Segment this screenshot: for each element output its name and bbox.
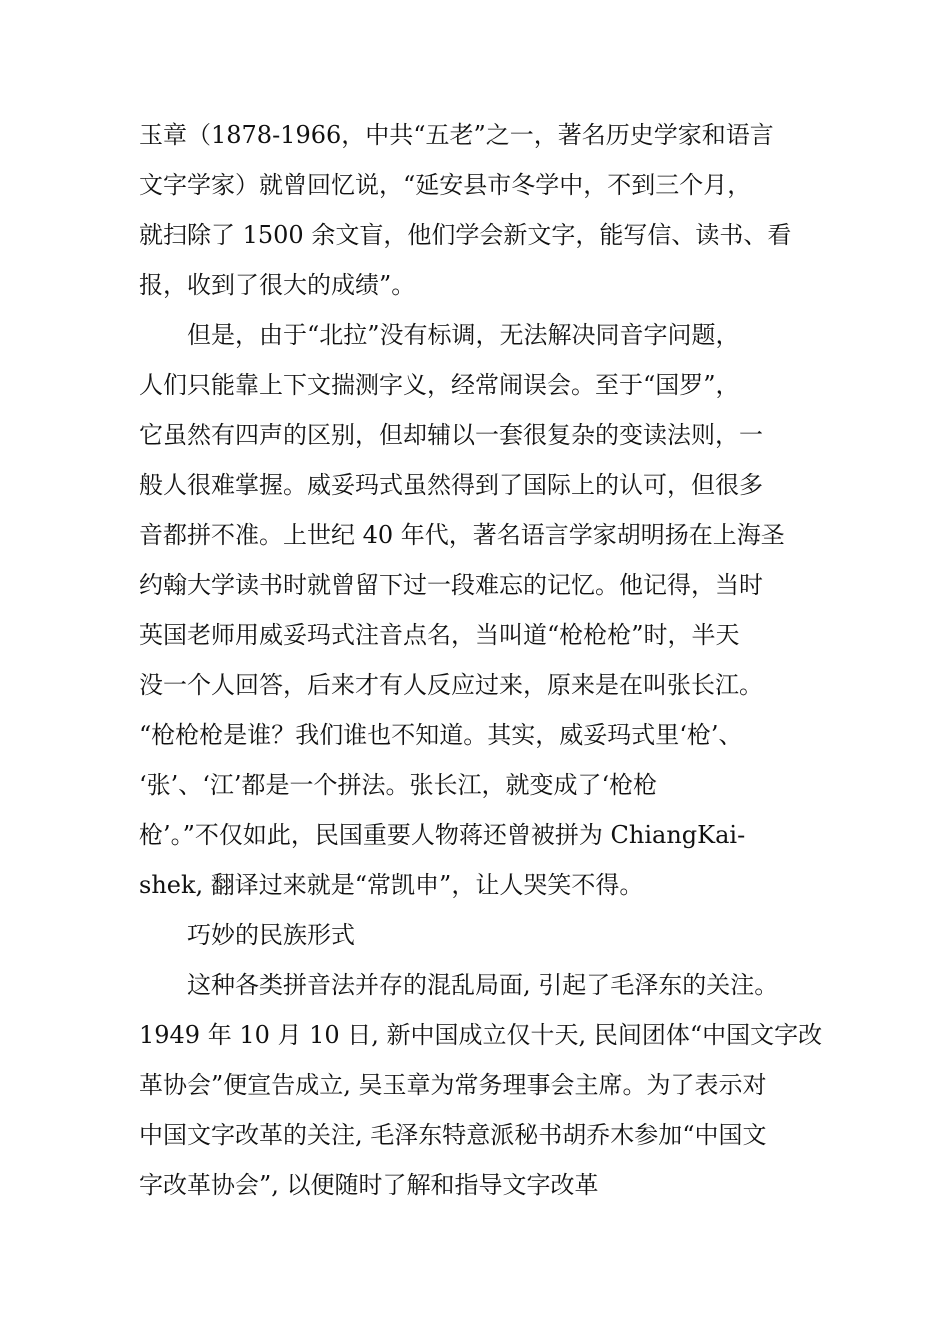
text-line: 字改革协会”, 以便随时了解和指导文字改革: [139, 1171, 599, 1199]
text-line: 1949 年 10 月 10 日, 新中国成立仅十天, 民间团体“中国文字改: [139, 1021, 823, 1049]
section-heading: 巧妙的民族形式: [139, 921, 355, 949]
text-line: 般人很难掌握。威妥玛式虽然得到了国际上的认可，但很多: [139, 471, 763, 499]
text-line: 它虽然有四声的区别，但却辅以一套很复杂的变读法则，一: [139, 421, 763, 449]
text-line: 就扫除了 1500 余文盲，他们学会新文字，能写信、读书、看: [139, 221, 792, 249]
text-line: 文字学家）就曾回忆说，“延安县市冬学中，不到三个月，: [139, 171, 752, 199]
text-line: 英国老师用威妥玛式注音点名，当叫道“枪枪枪”时，半天: [139, 621, 740, 649]
text-line: 没一个人回答，后来才有人反应过来，原来是在叫张长江。: [139, 671, 763, 699]
text-line: “枪枪枪是谁？我们谁也不知道。其实，威妥玛式里‘枪’、: [139, 721, 743, 749]
text-line: 中国文字改革的关注, 毛泽东特意派秘书胡乔木参加“中国文: [139, 1121, 767, 1149]
text-line: 玉章（1878-1966，中共“五老”之一，著名历史学家和语言: [139, 121, 774, 149]
text-line: 音都拼不准。上世纪 40 年代，著名语言学家胡明扬在上海圣: [139, 521, 785, 549]
text-line: 人们只能靠上下文揣测字义，经常闹误会。至于“国罗”，: [139, 371, 740, 399]
body-text: [139, 110, 839, 1210]
text-line: 但是，由于“北拉”没有标调，无法解决同音字问题，: [139, 321, 740, 349]
text-line: 报，收到了很大的成绩”。: [139, 271, 416, 299]
text-line: 革协会”便宣告成立, 吴玉章为常务理事会主席。为了表示对: [139, 1071, 767, 1099]
text-line: 枪’。”不仅如此，民国重要人物蒋还曾被拼为 ChiangKai-: [139, 821, 746, 849]
text-line: 这种各类拼音法并存的混乱局面, 引起了毛泽东的关注。: [139, 971, 779, 999]
text-line: 约翰大学读书时就曾留下过一段难忘的记忆。他记得，当时: [139, 571, 763, 599]
text-line: ‘张’、‘江’都是一个拼法。张长江，就变成了‘枪枪: [139, 771, 658, 799]
text-line: shek, 翻译过来就是“常凯申”，让人哭笑不得。: [139, 871, 644, 899]
